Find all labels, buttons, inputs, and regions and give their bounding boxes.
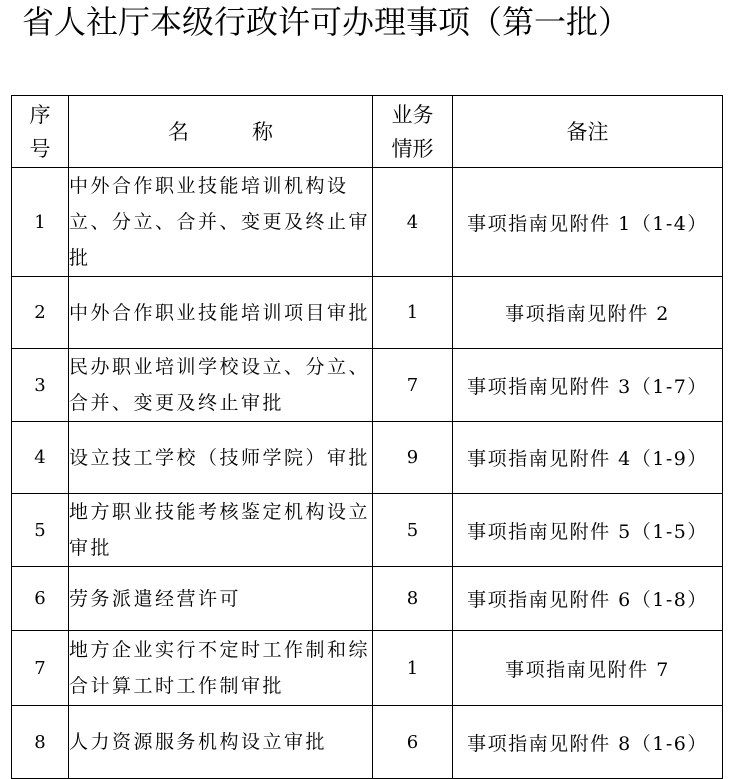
row-status: 4 xyxy=(373,168,453,277)
row-index: 6 xyxy=(12,567,69,631)
table-row xyxy=(12,706,723,779)
table-row xyxy=(12,168,723,277)
row-index: 5 xyxy=(12,494,69,567)
row-name: 设立技工学校（技师学院）审批 xyxy=(69,422,373,494)
row-index: 2 xyxy=(12,277,69,349)
header-row xyxy=(12,96,723,168)
header-index: 序号 xyxy=(12,96,69,168)
items-table xyxy=(11,95,723,779)
row-note: 事项指南见附件 8（1-6） xyxy=(453,706,723,779)
table-row xyxy=(12,631,723,706)
row-note: 事项指南见附件 3（1-7） xyxy=(453,349,723,422)
row-name: 地方企业实行不定时工作制和综合计算工时工作制审批 xyxy=(69,631,373,706)
row-index: 4 xyxy=(12,422,69,494)
row-name: 劳务派遣经营许可 xyxy=(69,567,373,631)
table-row xyxy=(12,349,723,422)
row-status: 1 xyxy=(373,277,453,349)
table-row xyxy=(12,277,723,349)
row-status: 7 xyxy=(373,349,453,422)
row-name: 地方职业技能考核鉴定机构设立审批 xyxy=(69,494,373,567)
row-name: 人力资源服务机构设立审批 xyxy=(69,706,373,779)
row-index: 7 xyxy=(12,631,69,706)
row-note: 事项指南见附件 1（1-4） xyxy=(453,168,723,277)
table-row xyxy=(12,422,723,494)
row-name: 中外合作职业技能培训项目审批 xyxy=(69,277,373,349)
row-status: 5 xyxy=(373,494,453,567)
row-note: 事项指南见附件 7 xyxy=(453,631,723,706)
row-status: 1 xyxy=(373,631,453,706)
row-name: 中外合作职业技能培训机构设立、分立、合并、变更及终止审批 xyxy=(69,168,373,277)
page-title: 省人社厅本级行政许可办理事项（第一批） xyxy=(22,3,631,41)
row-note: 事项指南见附件 6（1-8） xyxy=(453,567,723,631)
row-status: 9 xyxy=(373,422,453,494)
header-note: 备注 xyxy=(453,96,723,168)
row-index: 8 xyxy=(12,706,69,779)
row-name: 民办职业培训学校设立、分立、合并、变更及终止审批 xyxy=(69,349,373,422)
row-note: 事项指南见附件 2 xyxy=(453,277,723,349)
row-index: 1 xyxy=(12,168,69,277)
header-status: 业务情形 xyxy=(373,96,453,168)
header-name: 名称 xyxy=(69,96,373,168)
row-note: 事项指南见附件 5（1-5） xyxy=(453,494,723,567)
table-row xyxy=(12,567,723,631)
table-row xyxy=(12,494,723,567)
row-index: 3 xyxy=(12,349,69,422)
row-status: 8 xyxy=(373,567,453,631)
row-note: 事项指南见附件 4（1-9） xyxy=(453,422,723,494)
row-status: 6 xyxy=(373,706,453,779)
